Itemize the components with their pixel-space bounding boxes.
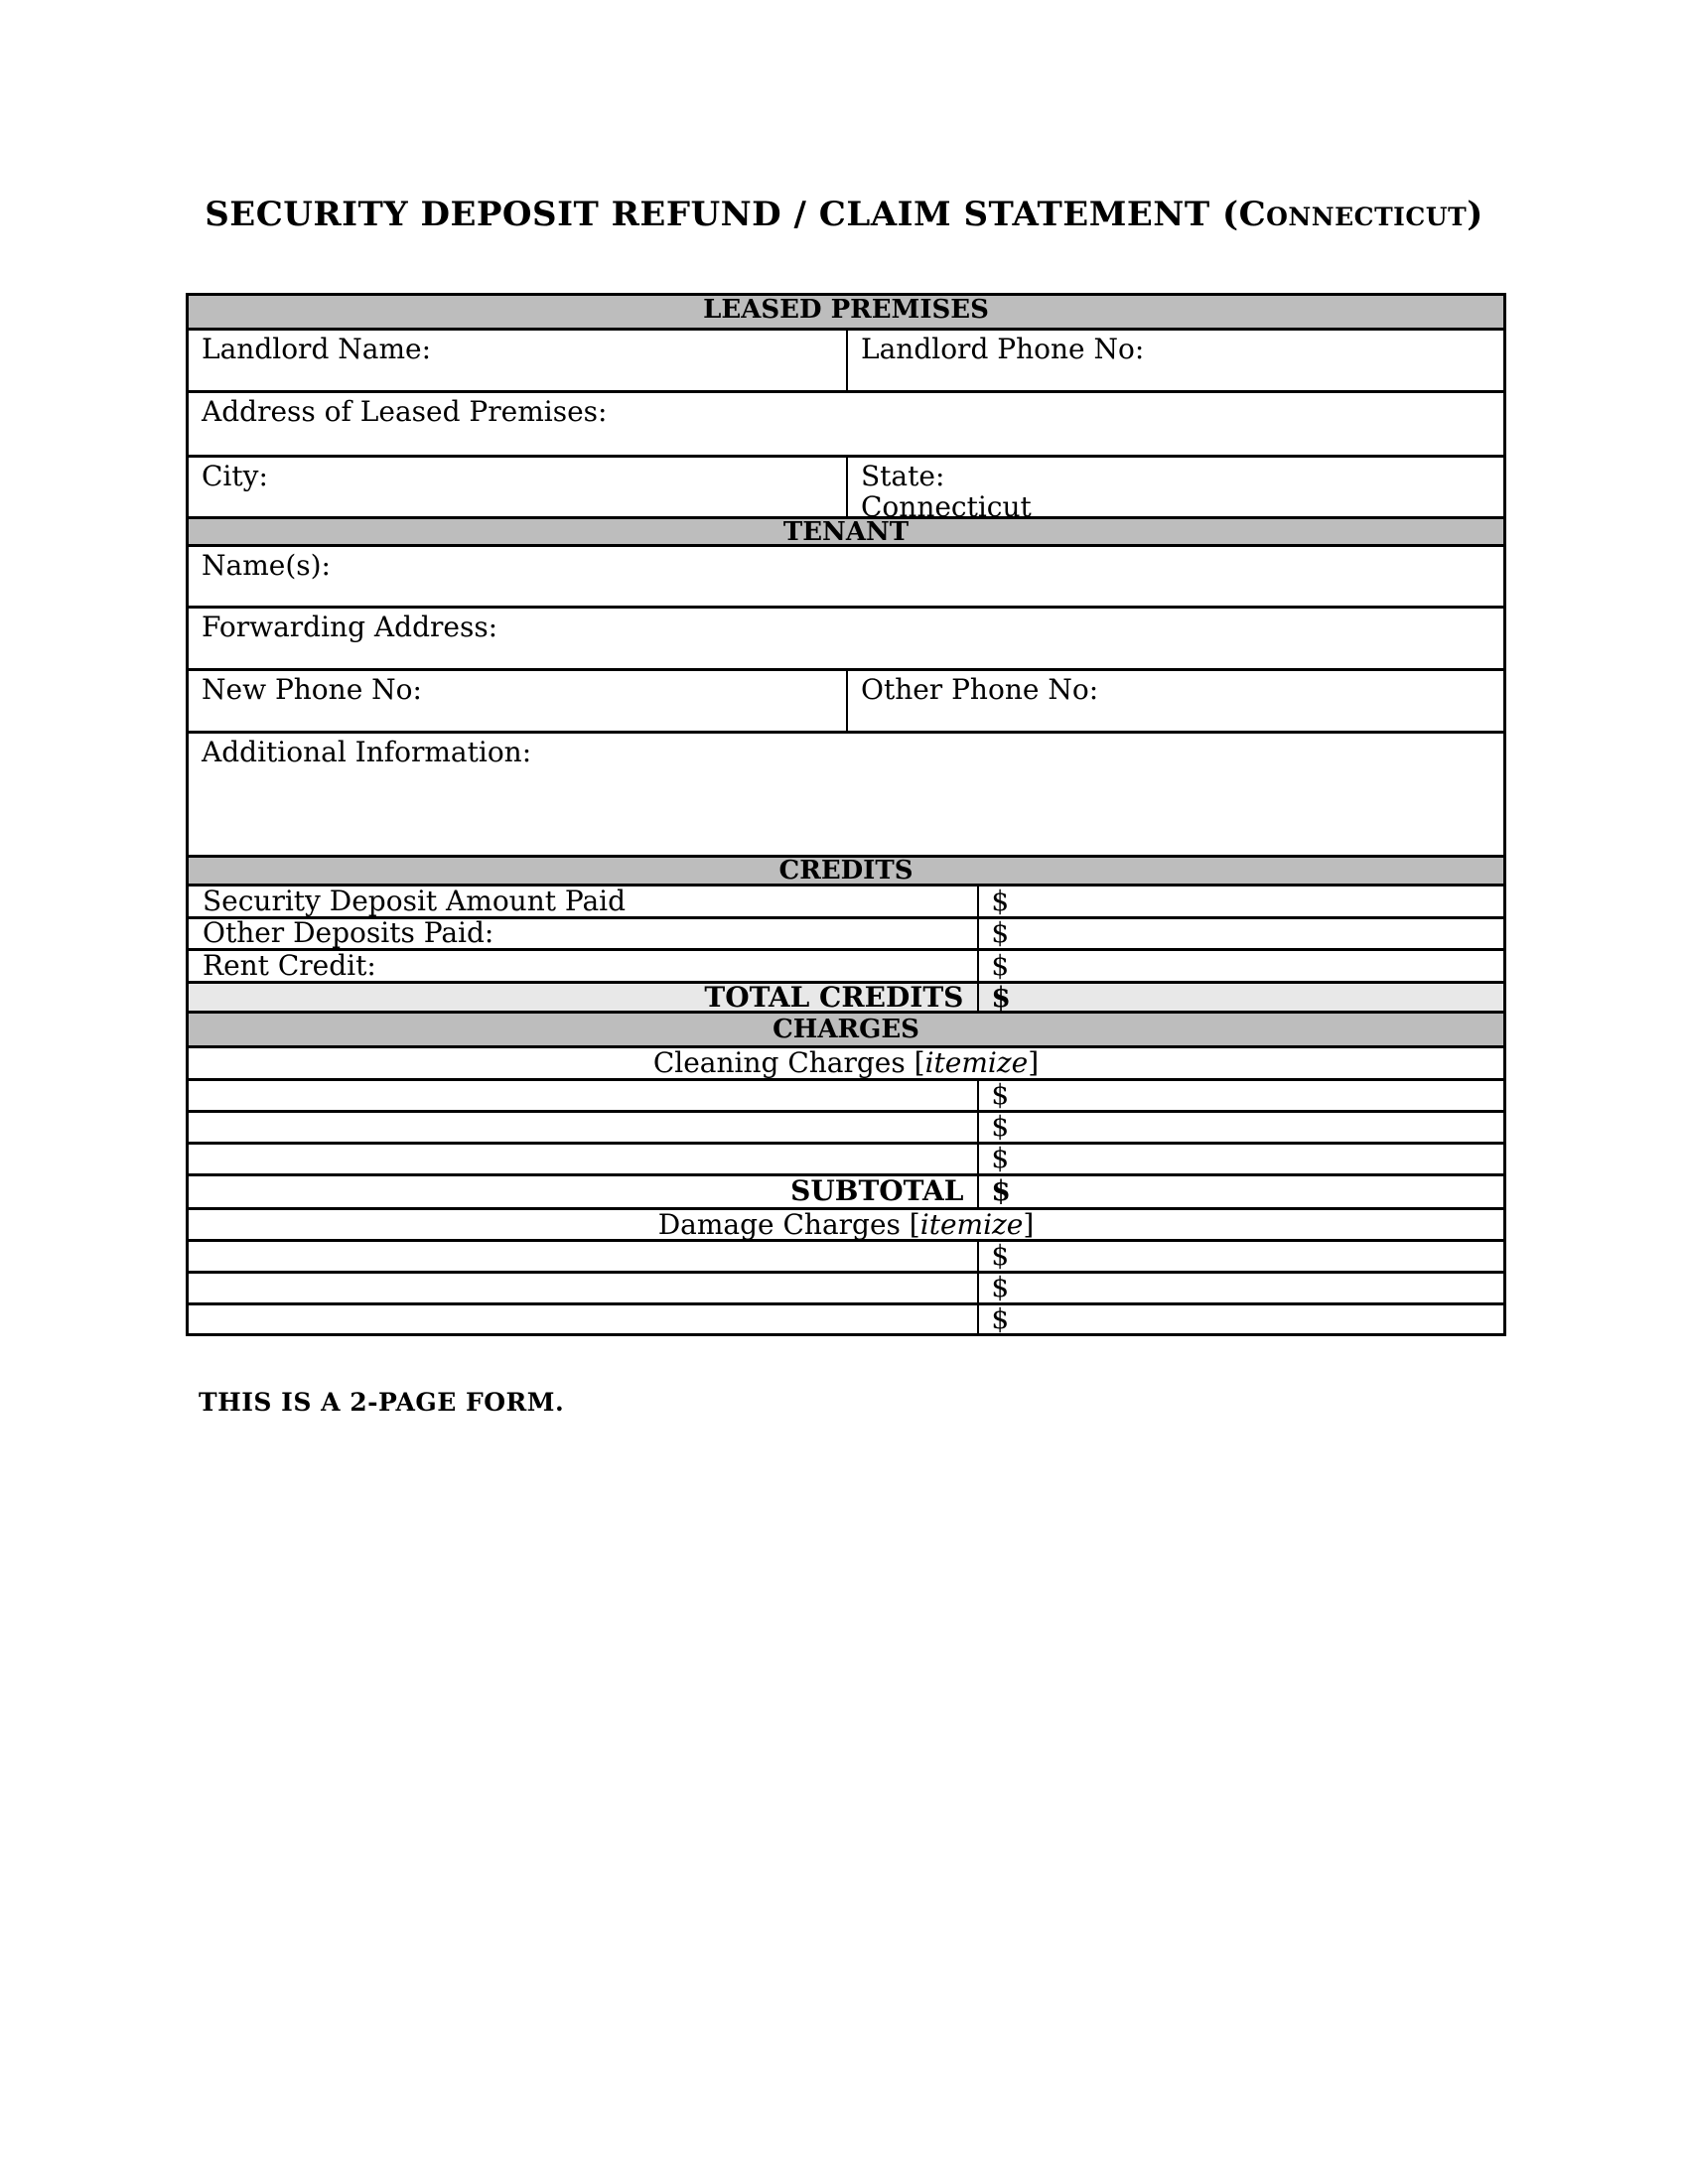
damage-charges-heading: [189, 1207, 1503, 1239]
new-phone-label: New Phone No:: [202, 673, 422, 706]
cleaning-charge-amount-cell: [977, 1110, 1503, 1142]
dollar-sign: $: [991, 1110, 1010, 1142]
tenant-names-row: [189, 544, 1503, 606]
other-phone-cell: [846, 671, 1503, 731]
damage-charge-amount-cell: [977, 1239, 1503, 1271]
cleaning-charges-itemize: itemize: [924, 1046, 1029, 1078]
dollar-sign: $: [991, 1142, 1010, 1173]
credit-row-other-deposits: [189, 916, 1503, 948]
damage-charges-itemize: itemize: [919, 1208, 1024, 1239]
additional-info-cell: [189, 734, 1503, 767]
dollar-sign: $: [991, 1271, 1010, 1302]
additional-info-row: [189, 731, 1503, 855]
address-row: [189, 390, 1503, 455]
form-table: [186, 293, 1506, 1336]
credit-rent-credit-label: Rent Credit:: [203, 949, 376, 981]
form-title: [184, 195, 1504, 234]
state-value: Connecticut: [861, 490, 1032, 516]
damage-charge-row: [189, 1239, 1503, 1271]
damage-charge-row: [189, 1302, 1503, 1333]
cleaning-charge-item-cell: [189, 1081, 977, 1110]
damage-charges-heading-prefix: Damage Charges [: [657, 1208, 920, 1239]
forwarding-address-cell: [189, 609, 1503, 642]
credit-rent-credit-amount-cell: [977, 951, 1503, 981]
cleaning-charge-row: [189, 1078, 1503, 1110]
subtotal-label: SUBTOTAL: [790, 1174, 964, 1207]
section-header-charges: CHARGES: [189, 1011, 1503, 1045]
landlord-name-label: Landlord Name:: [202, 333, 432, 365]
damage-charge-item-cell: [189, 1242, 977, 1271]
cleaning-charge-row: [189, 1110, 1503, 1142]
cleaning-charge-amount-cell: [977, 1078, 1503, 1110]
cleaning-charge-amount-cell: [977, 1142, 1503, 1173]
section-header-tenant: TENANT: [189, 516, 1503, 544]
state-cell: [846, 458, 1503, 516]
section-header-credits: CREDITS: [189, 855, 1503, 884]
damage-charge-item-cell: [189, 1274, 977, 1302]
cleaning-charges-heading-prefix: Cleaning Charges [: [652, 1046, 925, 1078]
dollar-sign: $: [991, 1078, 1010, 1110]
damage-charge-item-cell: [189, 1305, 977, 1333]
credit-other-deposits-label: Other Deposits Paid:: [203, 916, 494, 948]
address-cell: [189, 393, 1503, 427]
dollar-sign: $: [991, 1239, 1010, 1271]
new-phone-cell: [189, 671, 846, 731]
tenant-names-label: Name(s):: [202, 549, 331, 582]
cleaning-charge-item-cell: [189, 1113, 977, 1142]
landlord-row: [189, 328, 1503, 390]
city-state-row: [189, 455, 1503, 516]
additional-info-label: Additional Information:: [202, 736, 532, 768]
form-title-smallcaps: ONNECTICUT: [1266, 203, 1468, 231]
total-credits-row: [189, 981, 1503, 1011]
dollar-sign: $: [991, 981, 1011, 1011]
two-page-form-note: THIS IS A 2-PAGE FORM.: [199, 1388, 565, 1417]
credit-row-security-deposit: [189, 884, 1503, 916]
cleaning-charges-heading-suffix: ]: [1028, 1046, 1040, 1078]
tenant-names-cell: [189, 547, 1503, 581]
section-header-leased-premises: LEASED PREMISES: [189, 296, 1503, 328]
forwarding-address-label: Forwarding Address:: [202, 611, 498, 643]
credit-security-deposit-label: Security Deposit Amount Paid: [203, 885, 627, 916]
dollar-sign: $: [991, 1302, 1010, 1333]
landlord-phone-cell: [846, 331, 1503, 390]
damage-charge-amount-cell: [977, 1302, 1503, 1333]
credit-row-rent-credit: [189, 948, 1503, 981]
city-cell: [189, 458, 846, 516]
subtotal-amount-cell: [977, 1176, 1503, 1207]
cleaning-charge-row: [189, 1142, 1503, 1173]
damage-charge-row: [189, 1271, 1503, 1302]
forwarding-address-row: [189, 606, 1503, 668]
city-label: City:: [202, 460, 268, 492]
cleaning-charges-heading: [189, 1045, 1503, 1078]
credit-other-deposits-amount-cell: [977, 916, 1503, 948]
address-label: Address of Leased Premises:: [202, 395, 608, 428]
cleaning-charge-item-cell: [189, 1145, 977, 1173]
form-title-main: SECURITY DEPOSIT REFUND / CLAIM STATEMENT (C: [205, 195, 1267, 234]
damage-charges-heading-suffix: ]: [1023, 1208, 1035, 1239]
landlord-phone-label: Landlord Phone No:: [861, 333, 1145, 365]
total-credits-amount-cell: [977, 981, 1503, 1011]
landlord-name-cell: [189, 331, 846, 390]
dollar-sign: $: [991, 885, 1010, 916]
dollar-sign: $: [991, 916, 1010, 948]
subtotal-row: [189, 1173, 1503, 1207]
form-title-close: ): [1467, 195, 1483, 234]
other-phone-label: Other Phone No:: [861, 673, 1099, 706]
state-label: State:: [861, 460, 945, 492]
total-credits-label: TOTAL CREDITS: [704, 981, 964, 1011]
phones-row: [189, 668, 1503, 731]
dollar-sign: $: [991, 949, 1010, 981]
dollar-sign: $: [991, 1174, 1011, 1207]
credit-security-deposit-amount-cell: [977, 887, 1503, 916]
damage-charge-amount-cell: [977, 1271, 1503, 1302]
